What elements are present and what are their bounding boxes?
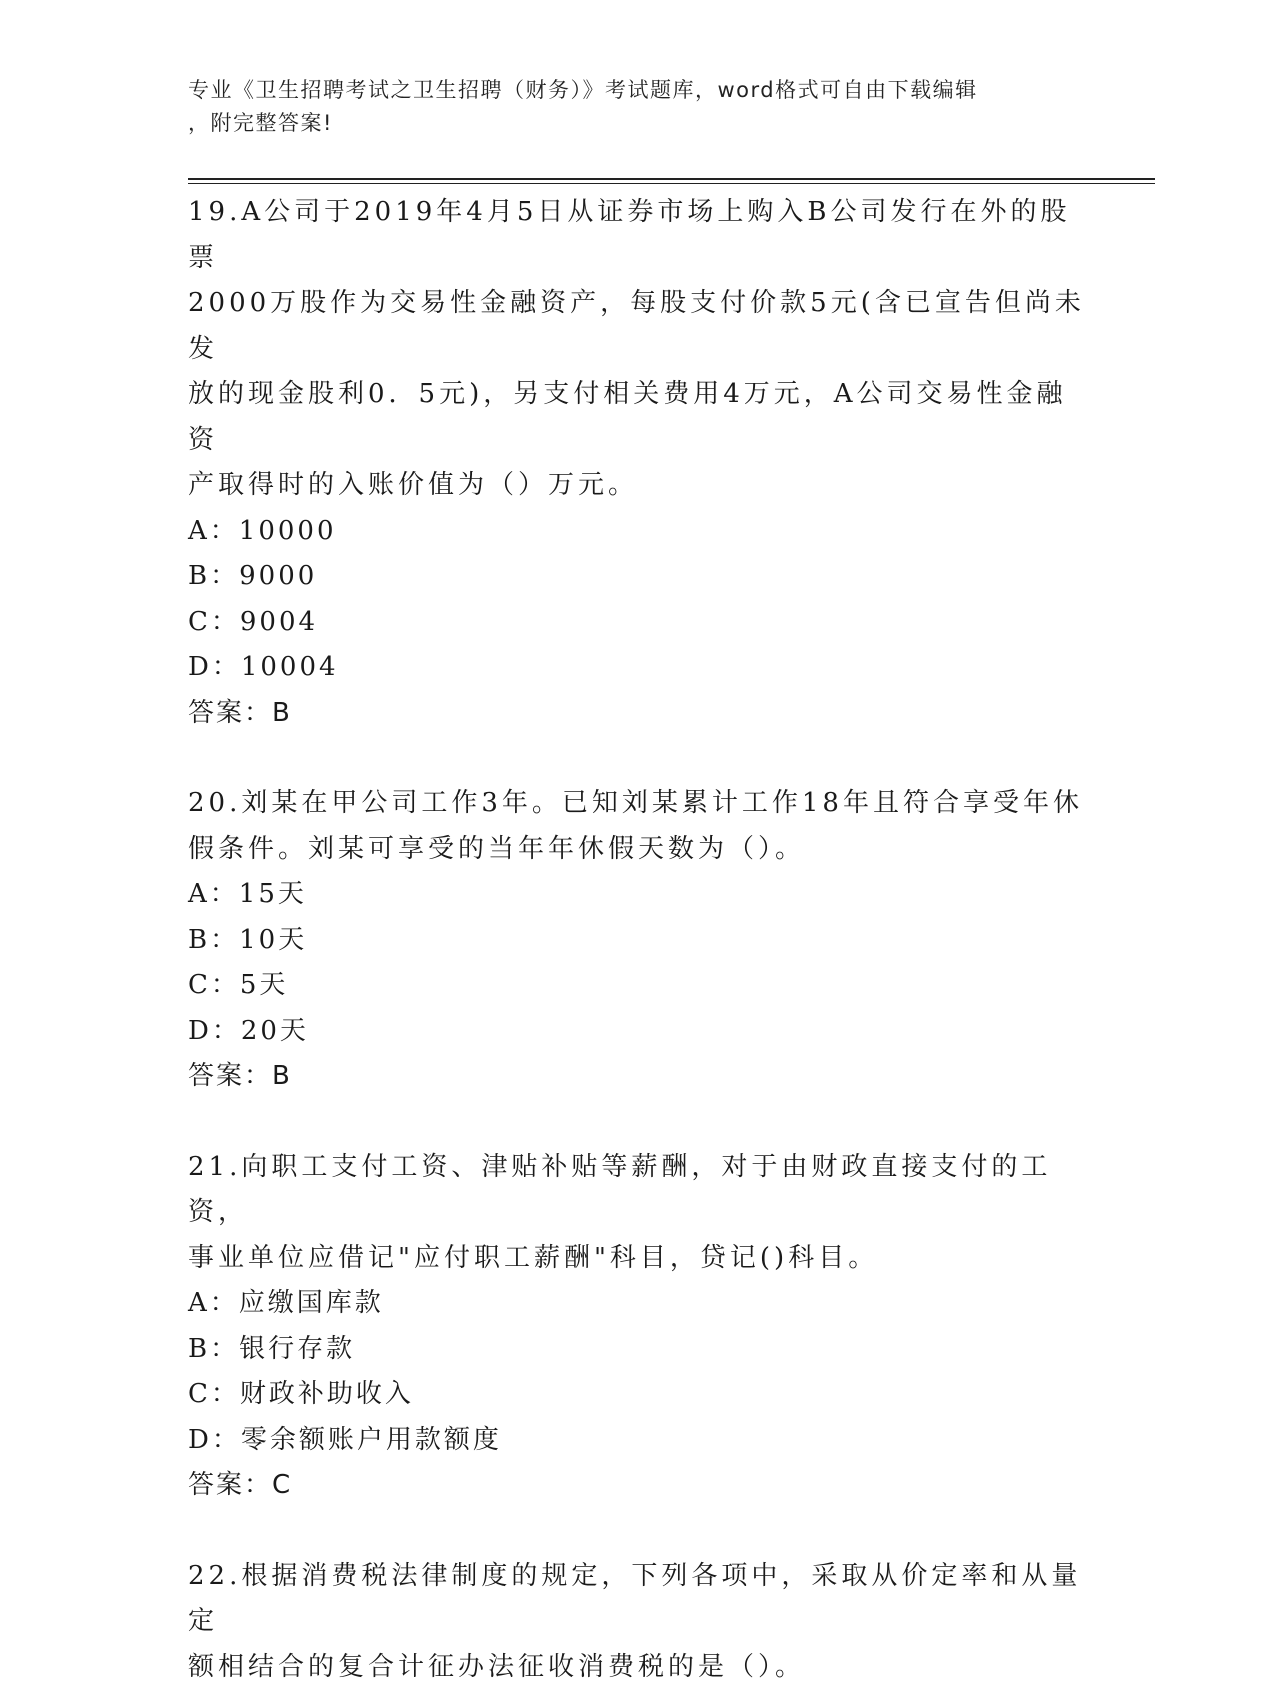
question-20 xyxy=(188,781,1088,1100)
question-stem-line: 放的现金股利0．5元)，另支付相关费用4万元，A公司交易性金融资 xyxy=(188,372,1088,463)
option-a: A：10000 xyxy=(188,509,1088,555)
answer-line: 答案：B xyxy=(188,691,1088,737)
question-stem-line: 20.刘某在甲公司工作3年。已知刘某累计工作18年且符合享受年休 xyxy=(188,781,1088,827)
document-header xyxy=(188,74,1068,140)
header-divider-thin xyxy=(188,183,1155,184)
option-d: D：零余额账户用款额度 xyxy=(188,1418,1088,1464)
question-stem-line: 2000万股作为交易性金融资产，每股支付价款5元(含已宣告但尚未发 xyxy=(188,281,1088,372)
option-b: B：10天 xyxy=(188,918,1088,964)
question-stem-line: 额相结合的复合计征办法征收消费税的是（）。 xyxy=(188,1645,1088,1690)
option-a: A：应缴国库款 xyxy=(188,1281,1088,1327)
header-line-2: ，附完整答案! xyxy=(188,107,1068,140)
question-stem-line: 21.向职工支付工资、津贴补贴等薪酬，对于由财政直接支付的工资， xyxy=(188,1145,1088,1236)
option-c: C：9004 xyxy=(188,600,1088,646)
question-stem-line: 22.根据消费税法律制度的规定，下列各项中，采取从价定率和从量定 xyxy=(188,1554,1088,1645)
option-b: B：银行存款 xyxy=(188,1327,1088,1373)
answer-line: 答案：C xyxy=(188,1463,1088,1509)
answer-line: 答案：B xyxy=(188,1054,1088,1100)
header-divider-thick xyxy=(188,178,1155,180)
option-c: C：5天 xyxy=(188,963,1088,1009)
question-spacer xyxy=(188,1509,1088,1554)
option-d: D：20天 xyxy=(188,1009,1088,1055)
question-stem-line: 假条件。刘某可享受的当年年休假天数为（）。 xyxy=(188,827,1088,873)
question-stem-line: 19.A公司于2019年4月5日从证券市场上购入B公司发行在外的股票 xyxy=(188,190,1088,281)
question-21 xyxy=(188,1145,1088,1509)
question-stem-line: 事业单位应借记"应付职工薪酬"科目，贷记()科目。 xyxy=(188,1236,1088,1282)
option-d: D：10004 xyxy=(188,645,1088,691)
option-b: B：9000 xyxy=(188,554,1088,600)
question-22 xyxy=(188,1554,1088,1690)
question-spacer xyxy=(188,736,1088,781)
question-list xyxy=(188,190,1088,1690)
option-a: A：15天 xyxy=(188,872,1088,918)
question-stem-line: 产取得时的入账价值为（）万元。 xyxy=(188,463,1088,509)
question-19 xyxy=(188,190,1088,736)
header-line-1: 专业《卫生招聘考试之卫生招聘（财务）》考试题库，word格式可自由下载编辑 xyxy=(188,74,1068,107)
question-spacer xyxy=(188,1100,1088,1145)
option-c: C：财政补助收入 xyxy=(188,1372,1088,1418)
